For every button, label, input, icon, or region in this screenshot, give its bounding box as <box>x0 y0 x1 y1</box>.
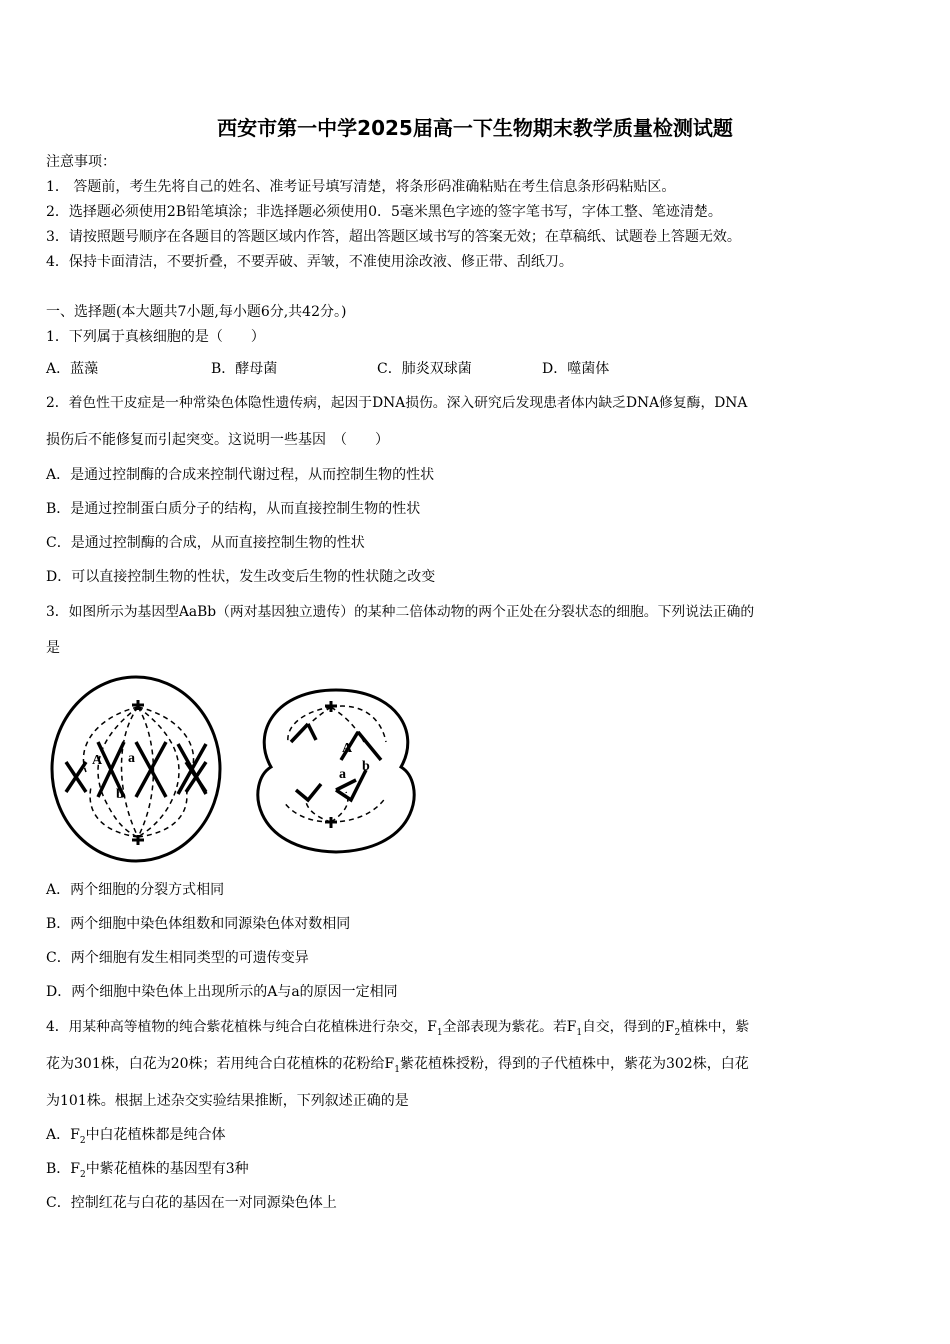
q4-option-c: C．控制红花与白花的基因在一对同源染色体上 <box>46 1195 337 1211</box>
cell2-label-a: a <box>339 767 346 782</box>
q3-stem-line2: 是 <box>46 640 60 656</box>
q2-stem-line2: 损伤后不能修复而引起突变。这说明一些基因 （ ） <box>46 432 389 448</box>
cell2-label-b: b <box>362 759 370 774</box>
q4-option-b <box>46 1159 249 1185</box>
q4-s2a: 花为301株，白花为20株；若用纯合白花植株的花粉给F <box>46 1056 395 1072</box>
q4-oa-post: 中白花植株都是纯合体 <box>85 1127 226 1143</box>
q1-stem: 1．下列属于真核细胞的是（ ） <box>46 329 265 345</box>
q4-sub-f1c: 1 <box>394 1064 400 1075</box>
cell-2 <box>258 690 414 852</box>
q4-sub-f1a: 1 <box>436 1027 443 1038</box>
notice-item-3: 3．请按照题号顺序在各题目的答题区域内作答，超出答题区域书写的答案无效；在草稿纸、试题卷上答题无效。 <box>46 229 741 245</box>
q4-ob-post: 中紫花植株的基因型有3种 <box>85 1161 249 1177</box>
q2-option-a: A．是通过控制酶的合成来控制代谢过程，从而控制生物的性状 <box>46 467 435 483</box>
notice-item-2: 2．选择题必须使用2B铅笔填涂；非选择题必须使用0．5毫米黑色字迹的签字笔书写，字体工整、笔迹清楚。 <box>46 204 722 220</box>
q4-stem-line2 <box>46 1054 749 1080</box>
q4-oa-pre: A．F <box>46 1127 80 1143</box>
q2-option-b: B．是通过控制蛋白质分子的结构，从而直接控制生物的性状 <box>46 501 421 517</box>
cell-1 <box>52 677 220 861</box>
q4-s1a: 4．用某种高等植物的纯合紫花植株与纯合白花植株进行杂交，F <box>46 1019 437 1035</box>
q4-s1b: 全部表现为紫花。若F <box>442 1019 577 1035</box>
q4-s1d: 植株中，紫 <box>680 1019 750 1035</box>
q4-option-a <box>46 1125 226 1151</box>
q4-s1c: 自交，得到的F <box>582 1019 675 1035</box>
q3-option-c: C．两个细胞有发生相同类型的可遗传变异 <box>46 950 309 966</box>
page-title: 西安市第一中学2025届高一下生物期末教学质量检测试题 <box>217 116 733 140</box>
q4-sub-f1b: 1 <box>576 1027 583 1038</box>
q1-option-d: D．噬菌体 <box>542 361 610 377</box>
cell1-label-b: b <box>116 787 124 802</box>
q1-option-a: A．蓝藻 <box>46 361 99 377</box>
cell-2-labels <box>339 741 370 782</box>
q1-option-b: B．酵母菌 <box>211 361 278 377</box>
notice-item-4: 4．保持卡面清洁，不要折叠，不要弄破、弄皱，不准使用涂改液、修正带、刮纸刀。 <box>46 254 573 270</box>
section-heading: 一、选择题(本大题共7小题,每小题6分,共42分。) <box>46 304 347 320</box>
notice-heading: 注意事项： <box>46 154 116 170</box>
cell2-label-A: A <box>342 741 353 756</box>
q4-stem-line1 <box>46 1017 749 1043</box>
q2-stem-line1: 2．着色性干皮症是一种常染色体隐性遗传病，起因于DNA损伤。深入研究后发现患者体内缺乏DNA修复酶，DNA <box>46 395 748 411</box>
q3-option-a: A．两个细胞的分裂方式相同 <box>46 882 225 898</box>
q4-ob-sub: 2 <box>80 1169 86 1180</box>
q2-option-d: D．可以直接控制生物的性状，发生改变后生物的性状随之改变 <box>46 569 436 585</box>
q1-option-c: C．肺炎双球菌 <box>377 361 472 377</box>
cell1-label-a: a <box>128 751 135 766</box>
q3-option-d: D．两个细胞中染色体上出现所示的A与a的原因一定相同 <box>46 984 398 1000</box>
q4-stem-line3: 为101株。根据上述杂交实验结果推断，下列叙述正确的是 <box>46 1093 409 1109</box>
q4-oa-sub: 2 <box>79 1135 86 1146</box>
q3-option-b: B．两个细胞中染色体组数和同源染色体对数相同 <box>46 916 351 932</box>
q4-sub-f2: 2 <box>674 1027 681 1038</box>
q3-stem-line1: 3．如图所示为基因型AaBb（两对基因独立遗传）的某种二倍体动物的两个正处在分裂状态的细胞。下列说法正确的 <box>46 604 755 620</box>
q4-s2b: 紫花植株授粉，得到的子代植株中，紫花为302株，白花 <box>399 1056 749 1072</box>
notice-item-1: 1． 答题前，考生先将自己的姓名、准考证号填写清楚，将条形码准确粘贴在考生信息条形码粘贴区。 <box>46 179 676 195</box>
cell1-label-A: A <box>92 753 103 768</box>
cell-division-figure <box>46 672 426 868</box>
q4-ob-pre: B．F <box>46 1161 81 1177</box>
q2-option-c: C．是通过控制酶的合成，从而直接控制生物的性状 <box>46 535 365 551</box>
